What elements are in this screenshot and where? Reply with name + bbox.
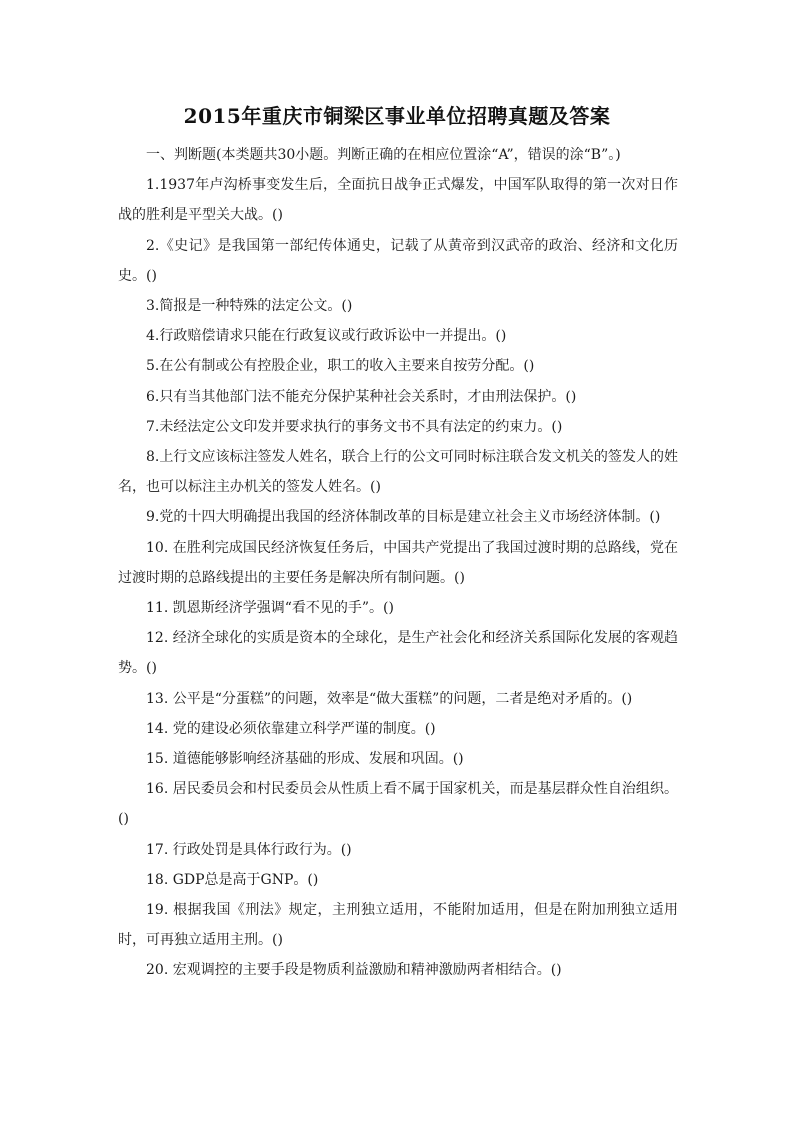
question-6: 6.只有当其他部门法不能充分保护某种社会关系时，才由刑法保护。() bbox=[146, 388, 577, 405]
question-5: 5.在公有制或公有控股企业，职工的收入主要来自按劳分配。() bbox=[146, 358, 535, 375]
question-15: 15. 道德能够影响经济基础的形成、发展和巩固。() bbox=[146, 751, 464, 768]
document-title: 2015年重庆市铜梁区事业单位招聘真题及答案 bbox=[183, 104, 611, 128]
question-8: 8.上行文应该标注签发人姓名，联合上行的公文可同时标注联合发文机关的签发人的姓名，也可以标注主办机关的签发人姓名。() bbox=[118, 449, 678, 496]
question-14: 14. 党的建设必须依靠建立科学严谨的制度。() bbox=[146, 720, 436, 737]
question-4: 4.行政赔偿请求只能在行政复议或行政诉讼中一并提出。() bbox=[146, 328, 507, 345]
question-10: 10. 在胜利完成国民经济恢复任务后，中国共产党提出了我国过渡时期的总路线，党在过渡时期的总路线提出的主要任务是解决所有制问题。() bbox=[118, 539, 678, 586]
question-9: 9.党的十四大明确提出我国的经济体制改革的目标是建立社会主义市场经济体制。() bbox=[146, 509, 661, 526]
document-body bbox=[118, 140, 678, 986]
question-19: 19. 根据我国《刑法》规定，主刑独立适用，不能附加适用，但是在附加刑独立适用时，可再独立适用主刑。() bbox=[118, 902, 678, 949]
section-heading: 一、判断题(本类题共30小题。判断正确的在相应位置涂“A”，错误的涂“B”。) bbox=[146, 147, 621, 163]
question-2: 2.《史记》是我国第一部纪传体通史，记载了从黄帝到汉武帝的政治、经济和文化历史。() bbox=[118, 237, 678, 284]
question-16: 16. 居民委员会和村民委员会从性质上看不属于国家机关，而是基层群众性自治组织。() bbox=[118, 781, 678, 828]
question-20: 20. 宏观调控的主要手段是物质利益激励和精神激励两者相结合。() bbox=[146, 962, 562, 979]
question-12: 12. 经济全球化的实质是资本的全球化，是生产社会化和经济关系国际化发展的客观趋势。() bbox=[118, 630, 678, 677]
question-13: 13. 公平是“分蛋糕”的问题，效率是“做大蛋糕”的问题，二者是绝对矛盾的。() bbox=[146, 690, 633, 707]
question-1: 1.1937年卢沟桥事变发生后，全面抗日战争正式爆发，中国军队取得的第一次对日作战的胜利是平型关大战。() bbox=[118, 177, 678, 224]
question-3: 3.简报是一种特殊的法定公文。() bbox=[146, 298, 353, 315]
question-18: 18. GDP总是高于GNP。() bbox=[146, 871, 319, 888]
question-7: 7.未经法定公文印发并要求执行的事务文书不具有法定的约束力。() bbox=[146, 418, 563, 435]
question-11: 11. 凯恩斯经济学强调“看不见的手”。() bbox=[146, 600, 394, 617]
question-17: 17. 行政处罚是具体行政行为。() bbox=[146, 841, 352, 858]
